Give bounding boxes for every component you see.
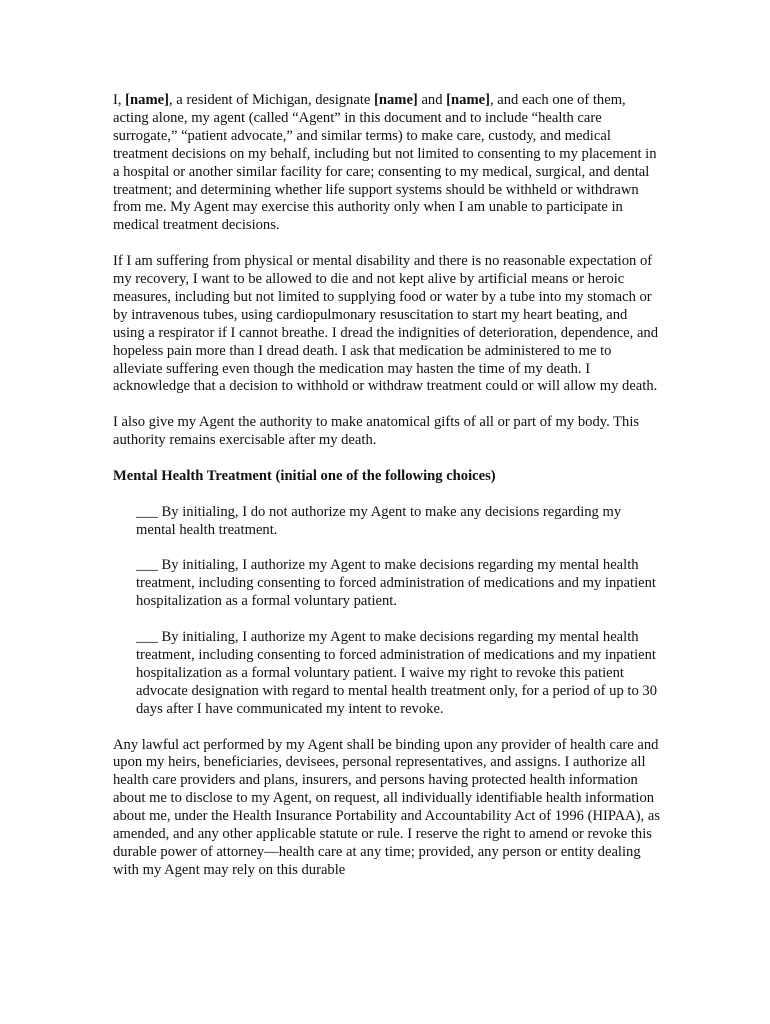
mental-health-choice-3: ___ By initialing, I authorize my Agent to make decisions regarding my mental health treatment, including consenting to forced administration of medications and my inpatient hospitalization as a formal voluntary patient. I waive my right to revoke this patient advocate designation with regard to mental health treatment only, for a period of up to 30 days after I have communicated my intent to revoke. [136, 629, 658, 717]
agent-name-placeholder-2: [name] [446, 92, 490, 108]
designation-text-and: and [417, 92, 447, 108]
designation-text-start: I, [113, 92, 126, 108]
designation-text-rest: , and each one of them, acting alone, my agent (called “Agent” in this document and to include “health care surrogate,” “patient advocate,” and similar terms) to make care, custody, and medical treatment decisions on my behalf, including but not limited to consenting to my placement in a hospital or another similar facility for care; consenting to my medical, surgical, and dental treatment; and determining whether life support systems should be withheld or withdrawn from me. My Agent may exercise this authority only when I am unable to participate in medical treatment decisions. [113, 92, 657, 234]
agent-name-placeholder-1: [name] [374, 92, 418, 108]
designation-text-resident: , a resident of Michigan, designate [168, 92, 375, 108]
end-of-life-paragraph: If I am suffering from physical or mental disability and there is no reasonable expectation of my recovery, I want to be allowed to die and not kept alive by artificial means or heroic measures, including but not limited to supplying food or water by a tube into my stomach or by intravenous tubes, using cardiopulmonary resuscitation to start my heart beating, and using a respirator if I cannot breathe. I dread the indignities of deterioration, dependence, and hopeless pain more than I dread death. I ask that medication be administered to me to alleviate suffering even though the medication may hasten the time of my death. I acknowledge that a decision to withhold or withdraw treatment could or will allow my death. [113, 253, 659, 395]
principal-name-placeholder: [name] [125, 92, 169, 108]
mental-health-heading: Mental Health Treatment (initial one of the following choices) [113, 467, 496, 484]
document-body [113, 92, 661, 880]
mental-health-choice-2: ___ By initialing, I authorize my Agent to make decisions regarding my mental health treatment, including consenting to forced administration of medications and my inpatient hospitalization as a formal voluntary patient. [136, 557, 656, 610]
anatomical-gifts-paragraph: I also give my Agent the authority to make anatomical gifts of all or part of my body. This authority remains exercisable after my death. [113, 414, 640, 449]
agent-authority-paragraph: Any lawful act performed by my Agent shall be binding upon any provider of health care and upon my heirs, beneficiaries, devisees, personal representatives, and assigns. I authorize all health care providers and plans, insurers, and persons having protected health information about me to disclose to my Agent, on request, all individually identifiable health information about me, under the Health Insurance Portability and Accountability Act of 1996 (HIPAA), as amended, and any other applicable statute or rule. I reserve the right to amend or revoke this durable power of attorney—health care at any time; provided, any person or entity dealing with my Agent may rely on this durable [113, 736, 661, 878]
mental-health-choice-1: ___ By initialing, I do not authorize my Agent to make any decisions regarding my mental health treatment. [136, 503, 622, 538]
designation-paragraph [113, 92, 661, 235]
